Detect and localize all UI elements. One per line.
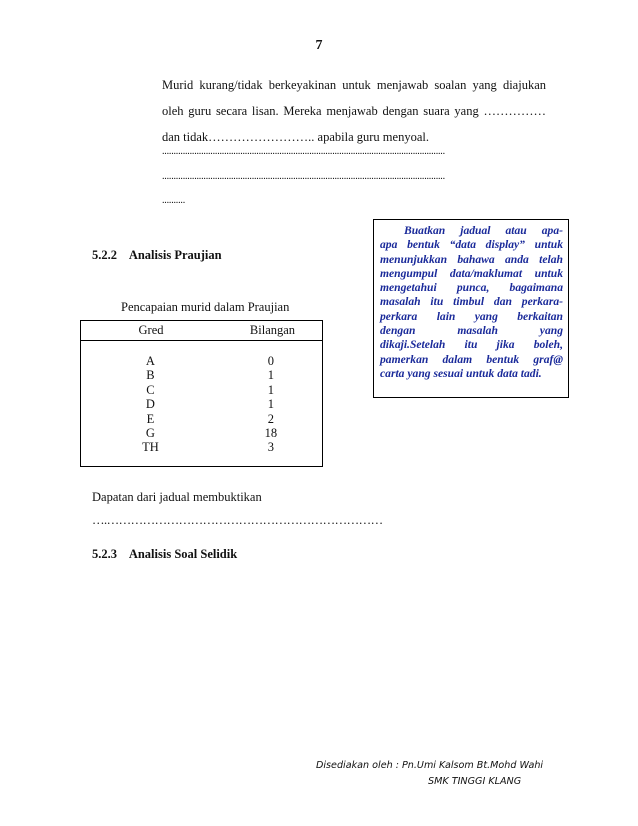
answer-dot-line: .......... (162, 195, 186, 206)
section-heading-praujian (92, 248, 222, 263)
paragraph-line: Murid kurang/tidak berkeyakinan untuk menjawab soalan yang diajukan (162, 78, 546, 92)
table-row (81, 383, 322, 397)
table-row (81, 368, 322, 382)
cell-gred: TH (142, 440, 159, 455)
section-number: 5.2.3 (92, 547, 117, 561)
cell-bilangan: 3 (267, 440, 275, 455)
findings-dot-line: ….…………………………………………………………… (92, 513, 383, 527)
header-bilangan: Bilangan (249, 323, 296, 337)
callout-line: pamerkan dalam bentuk graf@ (380, 352, 563, 366)
instruction-callout-box (373, 219, 569, 398)
table-row (81, 412, 322, 426)
cell-gred: A (145, 354, 155, 368)
table-body (81, 354, 322, 455)
cell-bilangan: 1 (267, 397, 275, 412)
cell-bilangan: 2 (267, 411, 275, 426)
paragraph-line: oleh guru secara lisan. Mereka menjawab dengan suara yang …………… (162, 104, 546, 118)
paragraph-line: dan tidak…………………….. apabila guru menyoal. (162, 130, 429, 144)
callout-line: masalah itu timbul dan perkara- (380, 295, 563, 309)
table-header-row (81, 321, 322, 341)
cell-gred: G (145, 425, 155, 440)
callout-line: dikaji.Setelah itu jika boleh, (380, 338, 563, 352)
answer-dot-line: ........................................................................................................................... (162, 146, 445, 157)
table-row (81, 426, 322, 440)
body-paragraph (162, 72, 546, 150)
cell-gred: D (145, 397, 155, 412)
cell-bilangan: 18 (264, 425, 278, 440)
footer-school-name: SMK TINGGI KLANG (428, 776, 522, 787)
table-row (81, 440, 322, 454)
header-gred: Gred (138, 323, 164, 337)
cell-gred: C (146, 382, 155, 397)
callout-line: menunjukkan bahawa anda telah (380, 252, 563, 266)
page-number: 7 (315, 38, 323, 53)
section-heading-soal-selidik (92, 547, 237, 562)
cell-gred: E (146, 411, 155, 426)
table-row (81, 397, 322, 411)
section-title: Analisis Praujian (128, 248, 222, 262)
callout-line: carta yang sesuai untuk data tadi. (380, 366, 542, 380)
callout-line: apa bentuk “data display” untuk (380, 238, 563, 252)
table-caption: Pencapaian murid dalam Praujian (121, 300, 290, 314)
section-number: 5.2.2 (92, 248, 117, 262)
footer-prepared-by: Disediakan oleh : Pn.Umi Kalsom Bt.Mohd Wahi (316, 760, 544, 771)
callout-line: Buatkan jadual atau apa- (404, 224, 563, 237)
findings-text: Dapatan dari jadual membuktikan (92, 490, 262, 504)
cell-bilangan: 1 (267, 368, 275, 383)
callout-line: mengumpul data/maklumat untuk (380, 266, 563, 280)
cell-bilangan: 0 (267, 354, 275, 368)
section-title: Analisis Soal Selidik (128, 547, 238, 561)
callout-line: perkara lain yang berkaitan (380, 309, 563, 323)
cell-bilangan: 1 (267, 382, 275, 397)
cell-gred: B (146, 368, 155, 383)
answer-dot-line: ........................................................................................................................... (162, 171, 445, 182)
table-row (81, 354, 322, 368)
callout-line: mengetahui punca, bagaimana (380, 281, 563, 295)
callout-line: dengan masalah yang (380, 324, 563, 338)
grade-table (80, 320, 323, 467)
